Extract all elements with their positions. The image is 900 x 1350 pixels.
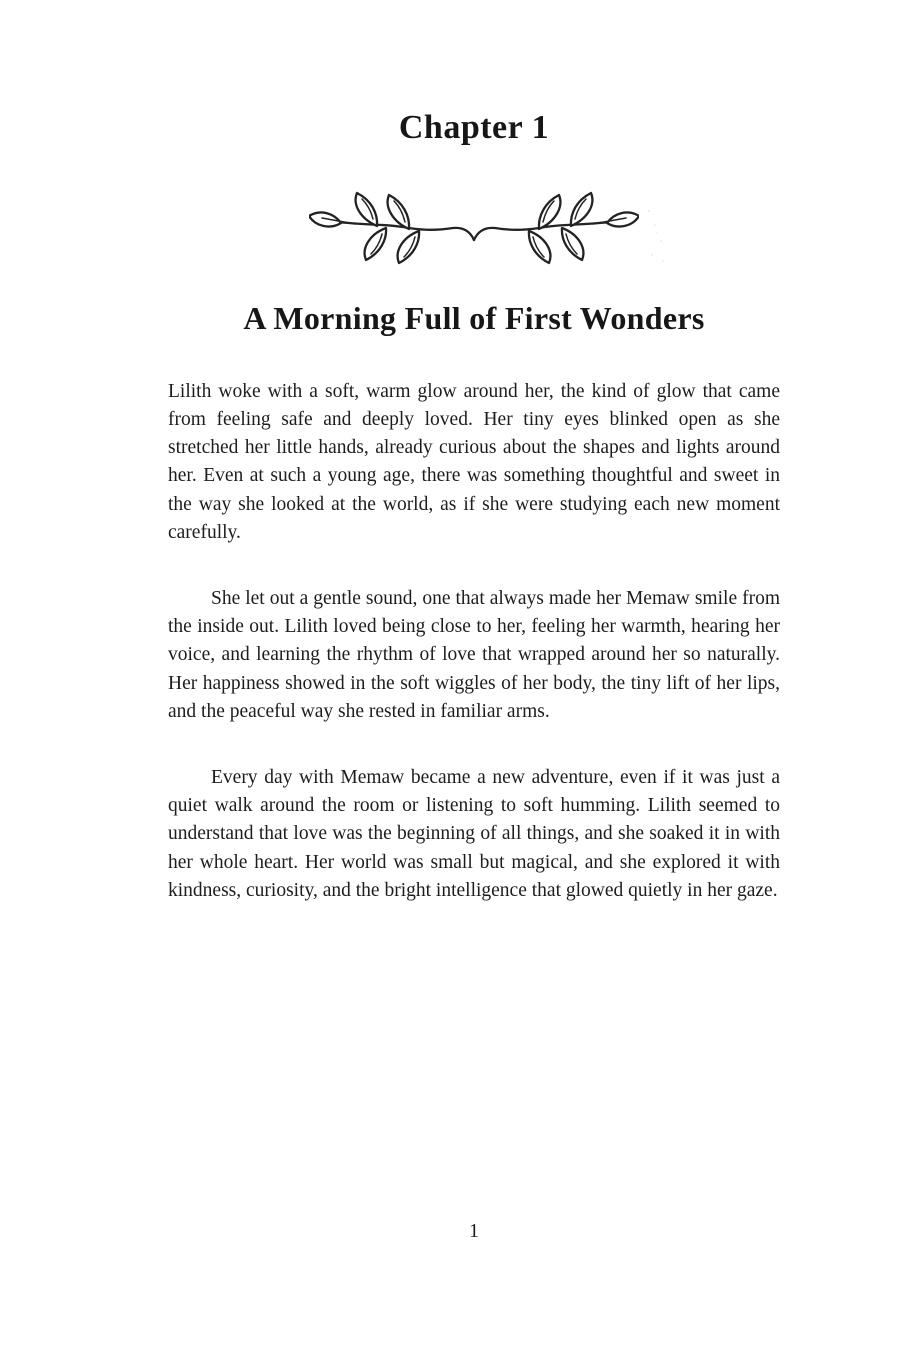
- scan-speckle-artifact: [648, 210, 650, 212]
- page-number: 1: [469, 1220, 479, 1242]
- page-content-column: [168, 0, 780, 905]
- body-text: [168, 378, 780, 905]
- paragraph-2: She let out a gentle sound, one that always made her Memaw smile from the inside out. Lilith loved being close to her, feeling her warmth, hearing her voice, and learning the rhythm of love that wrapped around her so naturally. Her happiness showed in the soft wiggles of her body, the tiny lift of her lips, and the peaceful way she rested in familiar arms.: [168, 588, 780, 722]
- paragraph-3: Every day with Memaw became a new adventure, even if it was just a quiet walk around the room or listening to soft humming. Lilith seemed to understand that love was the beginning of all things, and she soaked it in with her whole heart. Her world was small but magical, and she explored it with kindness, curiosity, and the bright intelligence that glowed quietly in her gaze.: [168, 767, 780, 901]
- chapter-heading: Chapter 1: [398, 109, 550, 146]
- chapter-title: A Morning Full of First Wonders: [243, 300, 705, 337]
- laurel-divider-icon: [168, 188, 780, 266]
- paragraph-1: Lilith woke with a soft, warm glow around her, the kind of glow that came from feeling safe and deeply loved. Her tiny eyes blinked open as she stretched her little hands, already curious about the shapes and lights around her. Even at such a young age, there was something thoughtful and sweet in the way she looked at the world, as if she were studying each new moment carefully.: [168, 380, 780, 543]
